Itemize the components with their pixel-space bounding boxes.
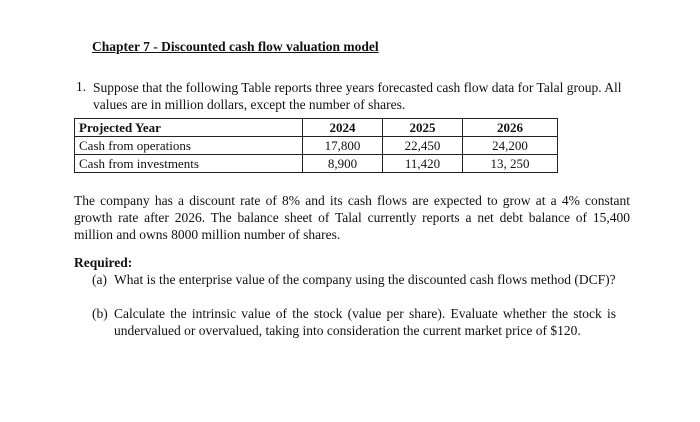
item-text: What is the enterprise value of the company using the discounted cash flows method (DCF)? [114, 272, 616, 287]
table-cell: 13, 250 [463, 155, 558, 173]
required-item-a [92, 271, 616, 288]
item-marker: (a) [92, 272, 107, 287]
table-row [75, 137, 558, 155]
scenario-paragraph: The company has a discount rate of 8% and its cash flows are expected to grow at a 4% constant growth rate after 2026. The balance sheet of Talal currently reports a net debt balance of 15,400 million and owns 8000 million number of shares. [74, 193, 630, 242]
required-item-b [92, 305, 616, 339]
table-cell: 8,900 [303, 155, 383, 173]
table-cell: Cash from investments [75, 155, 303, 173]
table-cell: 11,420 [383, 155, 463, 173]
table-cell: 24,200 [463, 137, 558, 155]
item-text: Calculate the intrinsic value of the stock (value per share). Evaluate whether the stock is undervalued or overvalued, taking into consideration the current market price of $120. [114, 306, 616, 338]
question-text: Suppose that the following Table reports three years forecasted cash flow data for Talal group. All values are in million dollars, except the number of shares. [93, 80, 622, 112]
projection-table [74, 118, 558, 173]
table-header-cell: Projected Year [75, 119, 303, 137]
table-row [75, 155, 558, 173]
required-heading: Required: [74, 255, 133, 270]
table-cell: 22,450 [383, 137, 463, 155]
item-marker: (b) [92, 306, 108, 321]
table-header-cell: 2026 [463, 119, 558, 137]
question-number: 1. [76, 79, 87, 94]
chapter-title: Chapter 7 - Discounted cash flow valuation model [92, 39, 379, 54]
table-header-row [75, 119, 558, 137]
table-cell: Cash from operations [75, 137, 303, 155]
table-cell: 17,800 [303, 137, 383, 155]
table-header-cell: 2024 [303, 119, 383, 137]
table-header-cell: 2025 [383, 119, 463, 137]
